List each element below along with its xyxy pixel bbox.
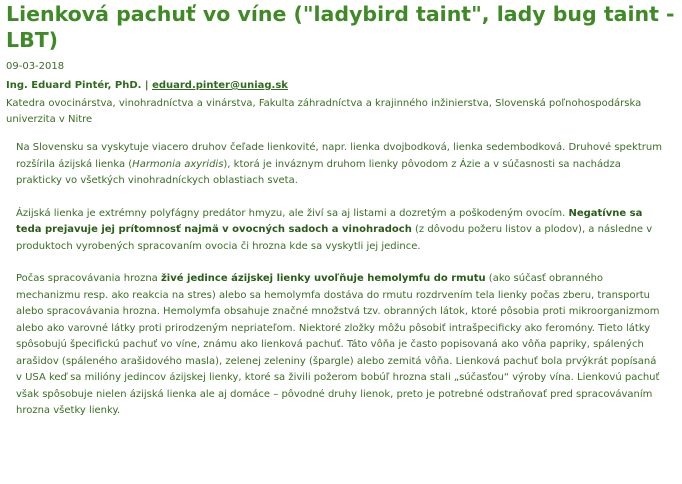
paragraph-1-text-a: Na Slovensku sa vyskytuje viacero druhov čeľade lienkovité, napr. lienka dvojbodková, lienka sedembodková. Druhové spektrum rozšírila ázijská lienka ( (16, 142, 662, 170)
paragraph-1-text-b: ), ktorá je inváznym druhom lienky pôvodom z Ázie a v súčasnosti sa nachádza prakticky vo všetkých vinohradníckych oblastiach sveta. (16, 158, 621, 186)
paragraph-3-emphasis: živé jedince ázijskej lienky uvoľňuje hemolymfu do rmutu (160, 273, 486, 284)
author-name: Ing. Eduard Pintér, PhD. (6, 80, 142, 91)
article-body (16, 140, 664, 436)
paragraph-2 (16, 206, 664, 256)
author-affiliation: Katedra ovocinárstva, vinohradníctva a vinárstva, Fakulta záhradníctva a krajinného inžinierstva, Slovenská poľnohospodárska univerzita v Nitre (6, 98, 642, 125)
article-date: 09-03-2018 (6, 61, 65, 72)
paragraph-1 (16, 140, 664, 190)
paragraph-3 (16, 271, 664, 420)
paragraph-3-text-b: (ako súčasť obranného mechanizmu resp. ako reakcia na stres) alebo sa hemolymfa dostáva do rmutu rozdrvením tela lienky počas zberu, transportu alebo spracovávania hrozna. Hemolymfa obsahuje značné množstvá tzv. obranných látok, ktoré pôsobia proti mikroorganizmom alebo ako varovné látky proti prirodzeným nepriateľom. Niektoré zložky môžu pôsobiť intrašpecificky ako feromóny. Tieto látky spôsobujú špecifickú pachuť vo víne, známu ako lienková pachuť. Táto vôňa je často popisovaná ako vôňa papriky, spálených arašidov (spáleného arašidového masla), zelenej zeleniny (špargle) alebo zemitá vôňa. Lienková pachuť bola prvýkrát popísaná v USA keď sa milióny jedincov ázijskej lienky, ktoré sa živili požerom bobúľ hrozna stali „súčasťou“ výroby vína. Lienkovú pachuť však spôsobuje nielen ázijská lienka ale aj domáce – pôvodné druhy lienok, preto je potrebné odstraňovať pred spracovávaním hrozna všetky lienky. (16, 273, 660, 416)
article-title: Lienková pachuť vo víne ("ladybird taint", lady bug taint - LBT) (6, 2, 675, 52)
author-line (6, 79, 288, 93)
paragraph-2-text-b: (z dôvodu požeru listov a plodov), a následne v produktoch vyrobených spracovaním ovocia či hrozna kde sa vyskytli jej jedince. (16, 224, 653, 252)
species-name: Harmonia axyridis (132, 158, 224, 170)
paragraph-2-emphasis: Negatívne sa teda prejavuje jej prítomnosť najmä v ovocných sadoch a vinohradoch (16, 207, 643, 235)
paragraph-2-text-a: Ázijská lienka je extrémny polyfágny predátor hmyzu, ale živí sa aj listami a dozretým a poškodeným ovocím. (16, 207, 569, 219)
paragraph-3-text-a: Počas spracovávania hrozna (16, 273, 161, 284)
author-email-link[interactable]: eduard.pinter@uniag.sk (152, 80, 288, 91)
author-separator: | (141, 80, 153, 91)
